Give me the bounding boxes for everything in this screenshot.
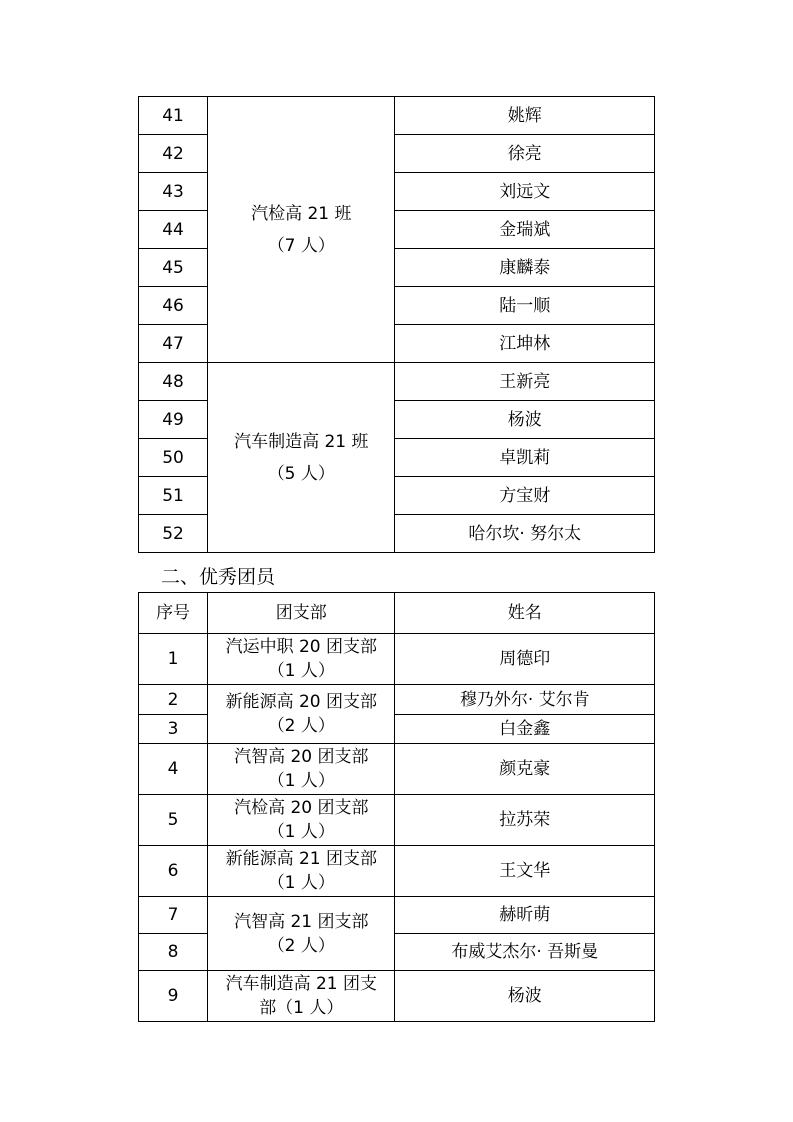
row-number: 49 — [139, 401, 208, 439]
person-name: 金瑞斌 — [395, 211, 655, 249]
branch-count: （1 人） — [267, 771, 335, 791]
row-number: 47 — [139, 325, 208, 363]
branch-count: （1 人） — [267, 873, 335, 893]
class-name-cell — [208, 363, 395, 553]
class-name: 汽检高 21 班 — [251, 203, 352, 224]
row-number: 7 — [139, 897, 208, 934]
table-row — [139, 971, 655, 1022]
branch-name: 汽智高 21 团支部 — [234, 911, 369, 932]
row-number: 5 — [139, 795, 208, 846]
branch-cell — [208, 634, 395, 685]
person-name: 白金鑫 — [395, 715, 655, 744]
table-row — [139, 846, 655, 897]
table-row — [139, 744, 655, 795]
class-count: （7 人） — [267, 235, 335, 256]
table-row — [139, 634, 655, 685]
person-name: 卓凯莉 — [395, 439, 655, 477]
person-name: 布威艾杰尔· 吾斯曼 — [395, 934, 655, 971]
branch-name: 新能源高 21 团支部 — [225, 849, 378, 869]
row-number: 44 — [139, 211, 208, 249]
row-number: 45 — [139, 249, 208, 287]
person-name: 周德印 — [395, 634, 655, 685]
row-number: 43 — [139, 173, 208, 211]
person-name: 拉苏荣 — [395, 795, 655, 846]
branch-cell — [208, 971, 395, 1022]
outstanding-members-table — [138, 592, 655, 1022]
class-members-table — [138, 96, 655, 553]
branch-count: （2 人） — [267, 716, 335, 736]
branch-name: 新能源高 20 团支部 — [225, 692, 378, 712]
branch-count: （1 人） — [267, 822, 335, 842]
row-number: 1 — [139, 634, 208, 685]
person-name: 王新亮 — [395, 363, 655, 401]
person-name: 刘远文 — [395, 173, 655, 211]
branch-name: 汽检高 20 团支部 — [234, 798, 369, 818]
person-name: 杨波 — [395, 971, 655, 1022]
table-row — [139, 363, 655, 401]
person-name: 陆一顺 — [395, 287, 655, 325]
row-number: 50 — [139, 439, 208, 477]
row-number: 41 — [139, 97, 208, 135]
branch-name: 汽车制造高 21 团支 — [225, 974, 378, 994]
person-name: 徐亮 — [395, 135, 655, 173]
section-title: 二、优秀团员 — [161, 566, 276, 588]
person-name: 康麟泰 — [395, 249, 655, 287]
person-name: 颜克豪 — [395, 744, 655, 795]
row-number: 48 — [139, 363, 208, 401]
branch-cell — [208, 744, 395, 795]
person-name: 穆乃外尔· 艾尔肯 — [395, 685, 655, 715]
table-row — [139, 685, 655, 715]
person-name: 杨波 — [395, 401, 655, 439]
header-branch: 团支部 — [208, 593, 395, 634]
header-name: 姓名 — [395, 593, 655, 634]
row-number: 3 — [139, 715, 208, 744]
person-name: 哈尔坎· 努尔太 — [395, 515, 655, 553]
row-number: 52 — [139, 515, 208, 553]
person-name: 姚辉 — [395, 97, 655, 135]
row-number: 2 — [139, 685, 208, 715]
person-name: 江坤林 — [395, 325, 655, 363]
branch-cell — [208, 795, 395, 846]
branch-count: （1 人） — [267, 661, 335, 681]
table-row — [139, 795, 655, 846]
branch-cell — [208, 846, 395, 897]
row-number: 46 — [139, 287, 208, 325]
row-number: 4 — [139, 744, 208, 795]
table-row — [139, 97, 655, 135]
row-number: 42 — [139, 135, 208, 173]
branch-name: 汽运中职 20 团支部 — [225, 637, 378, 657]
row-number: 9 — [139, 971, 208, 1022]
branch-name: 汽智高 20 团支部 — [234, 747, 369, 767]
branch-cell — [208, 897, 395, 971]
branch-count: （2 人） — [267, 935, 335, 956]
class-name-cell — [208, 97, 395, 363]
row-number: 8 — [139, 934, 208, 971]
row-number: 6 — [139, 846, 208, 897]
class-count: （5 人） — [267, 463, 335, 484]
branch-count: 部（1 人） — [259, 998, 344, 1018]
branch-cell — [208, 685, 395, 744]
table-row — [139, 897, 655, 934]
header-row — [139, 593, 655, 634]
person-name: 王文华 — [395, 846, 655, 897]
person-name: 方宝财 — [395, 477, 655, 515]
class-name: 汽车制造高 21 班 — [234, 431, 369, 452]
person-name: 赫昕萌 — [395, 897, 655, 934]
row-number: 51 — [139, 477, 208, 515]
header-number: 序号 — [139, 593, 208, 634]
